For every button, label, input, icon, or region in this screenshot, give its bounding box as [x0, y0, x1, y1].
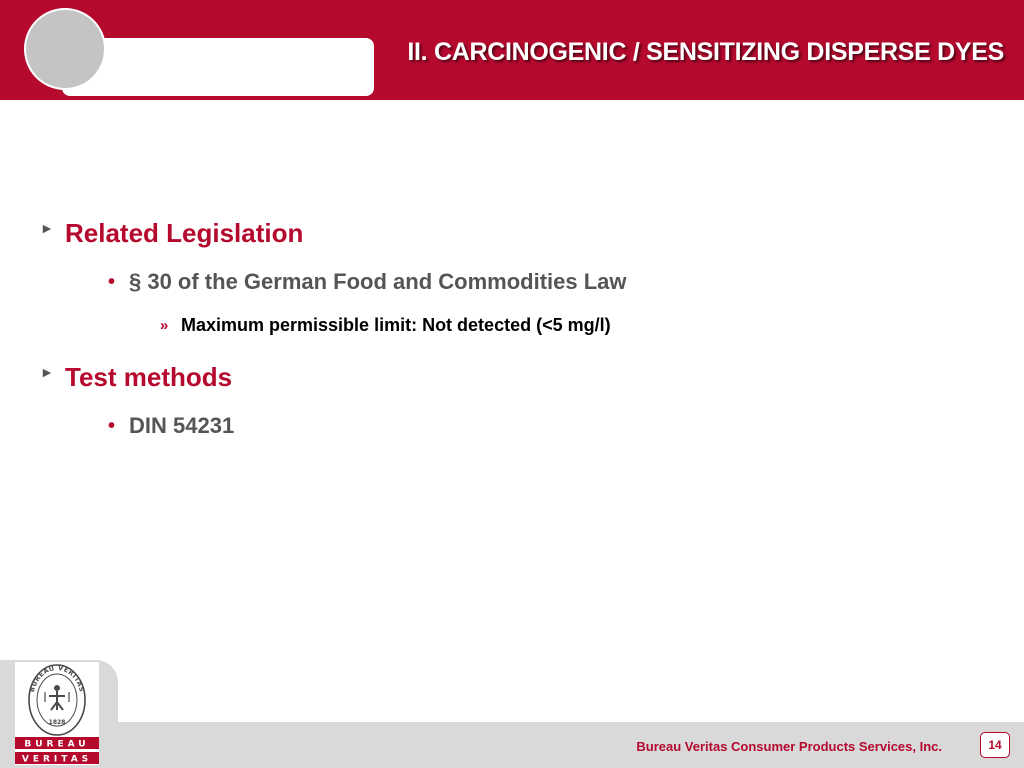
header-circle-decoration	[24, 8, 106, 90]
bureau-veritas-logo-icon	[15, 662, 99, 765]
list-item-text: § 30 of the German Food and Commodities Law	[129, 269, 627, 294]
section-heading: Test methods	[65, 362, 233, 392]
slide-title: II. CARCINOGENIC / SENSITIZING DISPERSE DYES	[407, 38, 1004, 66]
list-item	[108, 413, 980, 439]
triangle-right-icon: ►	[40, 219, 54, 236]
svg-text:VERITAS: VERITAS	[21, 754, 93, 765]
bureau-veritas-logo	[15, 662, 99, 765]
page-number-badge: 14	[980, 732, 1010, 758]
bullet-dot-icon: •	[108, 270, 116, 293]
svg-text:1828: 1828	[48, 719, 66, 726]
content-area	[40, 210, 980, 439]
header-white-tab	[62, 38, 374, 96]
section-related-legislation	[40, 218, 980, 336]
section-heading-row	[40, 218, 980, 249]
section-test-methods	[40, 362, 980, 439]
triangle-right-icon: ►	[40, 363, 54, 380]
list-item-text: DIN 54231	[129, 413, 235, 438]
footer-company-name: Bureau Veritas Consumer Products Services, Inc.	[636, 739, 942, 754]
svg-text:BUREAU VERITAS: BUREAU VERITAS	[27, 663, 87, 694]
section-heading-row	[40, 362, 980, 393]
sub-list-item-text: Maximum permissible limit: Not detected (<5 mg/l)	[181, 315, 611, 335]
bullet-dot-icon: •	[108, 414, 116, 437]
double-chevron-icon: »	[160, 317, 169, 334]
sub-list-item	[160, 315, 980, 336]
section-heading: Related Legislation	[65, 218, 304, 248]
svg-text:BUREAU: BUREAU	[24, 739, 90, 750]
list-item	[108, 269, 980, 295]
